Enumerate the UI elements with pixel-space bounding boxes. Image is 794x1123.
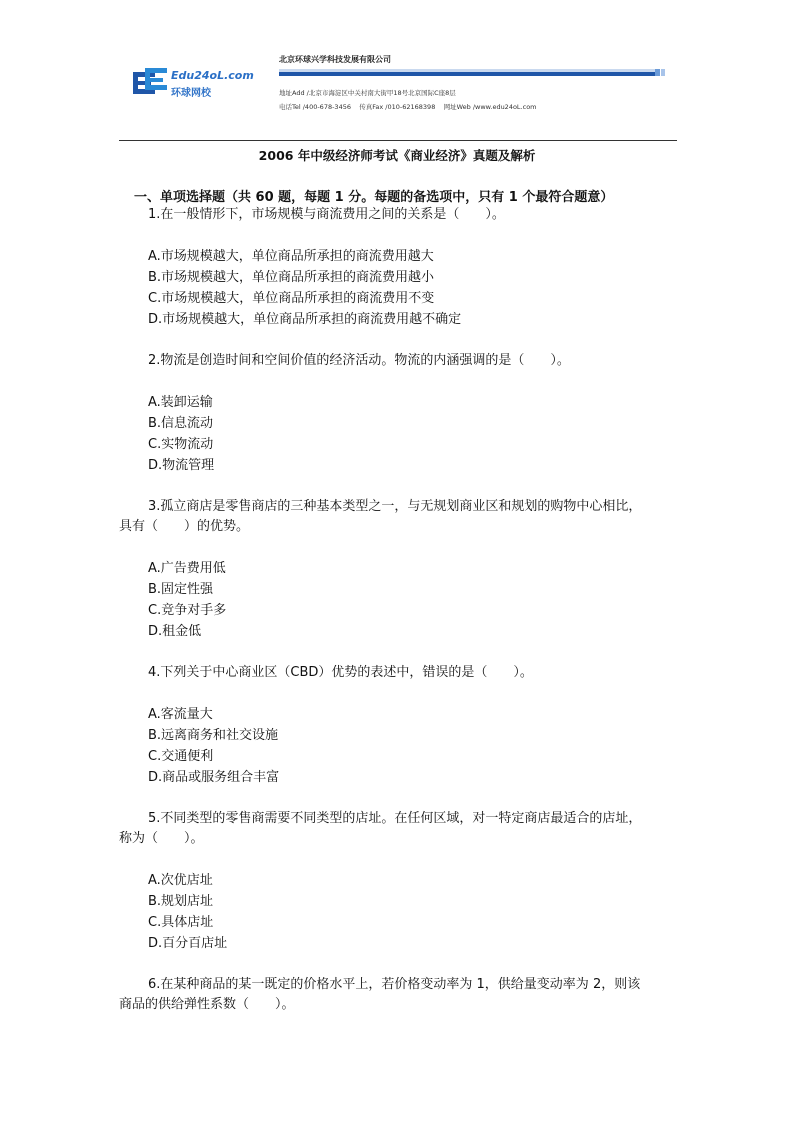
- document-title: 2006 年中级经济师考试《商业经济》真题及解析: [258, 148, 536, 163]
- option: B.规划店址: [148, 894, 214, 909]
- tel-value: /400-678-3456: [300, 103, 351, 111]
- option: C.交通便利: [148, 749, 214, 764]
- web-label: 网址Web: [443, 103, 471, 111]
- option: A.广告费用低: [148, 561, 226, 576]
- question-stem: 4.下列关于中心商业区（CBD）优势的表述中，错误的是（ ）。: [148, 665, 533, 680]
- option: D.物流管理: [148, 458, 215, 473]
- question-stem: 6.在某种商品的某一既定的价格水平上，若价格变动率为 1，供给量变动率为 2，则该: [148, 977, 641, 992]
- section-heading: 一、单项选择题（共 60 题，每题 1 分。每题的备选项中，只有 1 个最符合题意）: [134, 190, 614, 205]
- logo-text-cn: 环球网校: [171, 88, 211, 99]
- logo-mark-icon: [133, 66, 169, 100]
- company-name: 北京环球兴学科技发展有限公司: [279, 55, 391, 64]
- option: C.具体店址: [148, 915, 214, 930]
- option: A.客流量大: [148, 707, 213, 722]
- question-stem: 5.不同类型的零售商需要不同类型的店址。在任何区域，对一特定商店最适合的店址，: [148, 811, 642, 826]
- question-stem: 3.孤立商店是零售商店的三种基本类型之一，与无规划商业区和规划的购物中心相比，: [148, 499, 642, 514]
- question-stem-cont: 商品的供给弹性系数（ ）。: [119, 997, 295, 1012]
- fax-value: /010-62168398: [383, 103, 436, 111]
- option: C.市场规模越大，单位商品所承担的商流费用不变: [148, 291, 435, 306]
- company-address: 地址Add /北京市海淀区中关村南大街甲18号北京国际C座8层: [279, 89, 456, 97]
- option: D.商品或服务组合丰富: [148, 770, 280, 785]
- option: A.市场规模越大，单位商品所承担的商流费用越大: [148, 249, 434, 264]
- question-stem: 1.在一般情形下，市场规模与商流费用之间的关系是（ ）。: [148, 207, 505, 222]
- option: D.市场规模越大，单位商品所承担的商流费用越不确定: [148, 312, 462, 327]
- question-stem-cont: 具有（ ）的优势。: [119, 519, 250, 534]
- option: B.固定性强: [148, 582, 214, 597]
- option: A.次优店址: [148, 873, 213, 888]
- option: D.百分百店址: [148, 936, 228, 951]
- question-stem: 2.物流是创造时间和空间价值的经济活动。物流的内涵强调的是（ ）。: [148, 353, 570, 368]
- option: C.竞争对手多: [148, 603, 227, 618]
- option: C.实物流动: [148, 437, 214, 452]
- fax-label: 传真Fax: [359, 103, 384, 111]
- tel-label: 电话Tel: [279, 103, 301, 111]
- question-stem-cont: 称为（ ）。: [119, 831, 204, 846]
- option: B.信息流动: [148, 416, 214, 431]
- option: A.装卸运输: [148, 395, 213, 410]
- option: D.租金低: [148, 624, 202, 639]
- option: B.远离商务和社交设施: [148, 728, 279, 743]
- company-contact: [279, 102, 537, 111]
- web-value: /www.edu24oL.com: [470, 103, 537, 111]
- logo: [133, 66, 254, 100]
- header-rule: [119, 140, 677, 141]
- header-bar: [279, 69, 665, 76]
- logo-text-en: Edu24oL.com: [171, 69, 254, 82]
- option: B.市场规模越大，单位商品所承担的商流费用越小: [148, 270, 435, 285]
